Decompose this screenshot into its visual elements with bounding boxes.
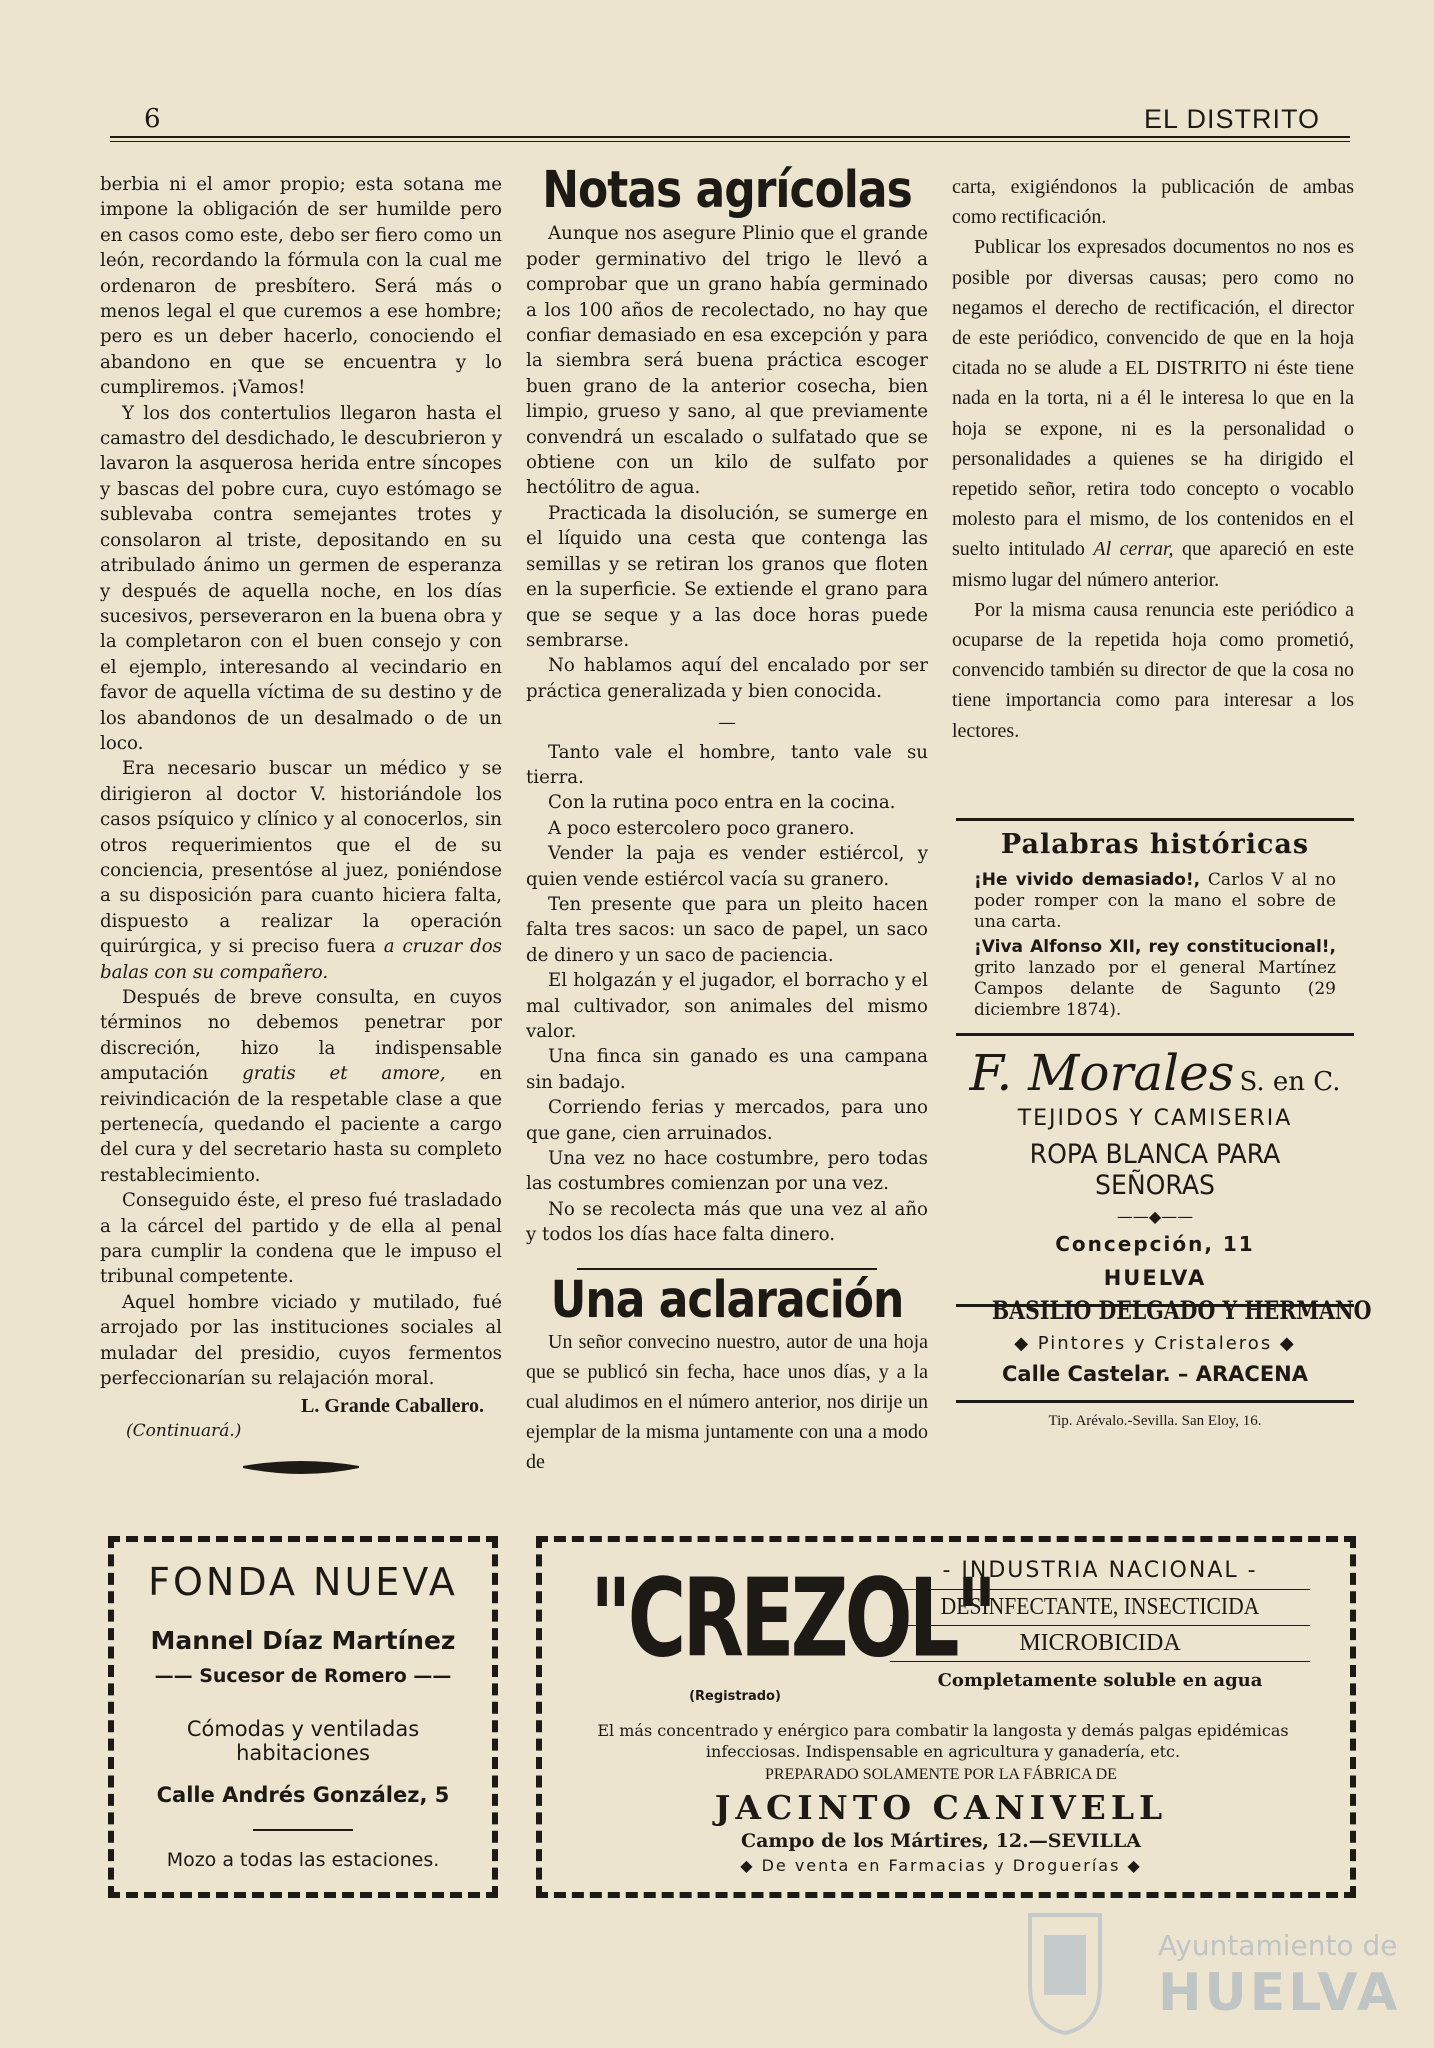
rule bbox=[956, 1400, 1354, 1403]
separator: — bbox=[718, 712, 736, 734]
crezol-desc: El más concentrado y enérgico para combatir la langosta y demás palgas epidémicas infecciosas. Indispensable en agricultura y ganadería, etc. bbox=[597, 1721, 1289, 1761]
crezol-address: Campo de los Mártires, 12.—SEVILLA bbox=[740, 1830, 1142, 1852]
crezol-soluble: Completamente soluble en agua bbox=[937, 1670, 1263, 1691]
continued-note: (Continuará.) bbox=[126, 1420, 242, 1441]
saying: No se recolecta más que una vez al año y todos los días hace falta dinero. bbox=[526, 1198, 928, 1246]
crezol-sale: ◆ De venta en Farmacias y Droguerías ◆ bbox=[740, 1856, 1142, 1875]
saying: Una finca sin ganado es una campana sin badajo. bbox=[526, 1046, 928, 1093]
paragraph: Y los dos contertulios llegaron hasta el camastro del desdichado, le descubrieron y lavaron la asquerosa herida entre síncopes y bascas del pobre cura, cuyo estómago se sublevaba contra semejantes trotes y consolaron al triste, depositando en su atribulado ánimo un germen de esperanza y después de aquella noche, en los días sucesivos, perseveraron en la buena obra y la completaron con el buen consejo y con el ejemplo, interesando al vecindario en favor de aquella víctima de su destino y de los abandonos de un desalmado o de un loco. bbox=[100, 402, 502, 754]
saying: Corriendo ferias y mercados, para uno que gane, cien arruinados. bbox=[526, 1097, 928, 1144]
newspaper-title: EL DISTRITO bbox=[1143, 104, 1320, 134]
heading-una-aclaracion: Una aclaración bbox=[550, 1270, 904, 1330]
saying: Ten presente que para un pleito hacen falta tres sacos: un saco de papel, un saco de dinero y un saco de paciencia. bbox=[526, 893, 928, 966]
divider bbox=[253, 1829, 353, 1831]
column-1 bbox=[100, 172, 502, 1480]
divider bbox=[577, 1268, 877, 1270]
watermark bbox=[1020, 1895, 1420, 2045]
saying: Una vez no hace costumbre, pero todas las costumbres comienzan por una vez. bbox=[526, 1148, 928, 1195]
header-rule bbox=[110, 136, 1350, 138]
author-signature: L. Grande Caballero. bbox=[301, 1394, 484, 1417]
ornament: ——◆—— bbox=[1116, 1207, 1194, 1226]
paragraph: Aunque nos asegure Plinio que el grande poder germinativo del trigo le llevó a comprobar que un grano había germinado a los 100 años de recolectado, no hay que confiar demasiado en esa excepción y para la siembra será buena práctica escoger buen grano de la anterior cosecha, bien limpio, grueso y sano, al que previamente convendrá un escalado o sulfatado que se obtiene con un kilo de sulfato por hectólitro de agua. bbox=[526, 223, 928, 499]
page-header bbox=[110, 104, 1350, 134]
palabras-title: Palabras históricas bbox=[1000, 829, 1310, 860]
paragraph: Un señor convecino nuestro, autor de una hoja que se publicó sin fecha, hace unos días, y a la cual aludimos en el número anterior, nos dirije un ejemplar de la misma juntamente con una a modo de bbox=[526, 1331, 928, 1474]
fonda-successor: —— Sucesor de Romero —— bbox=[154, 1665, 452, 1687]
paragraph: berbia ni el amor propio; esta sotana me impone la obligación de ser humilde pero en casos como este, debo ser fiero como un león, recordando la fórmula con la cual me ordenaron de presbítero. Será más o menos legal el que curemos a ese hombre; pero es un deber hacerlo, conociendo el abandono en que se encuentra y lo cumpliremos. ¡Vamos! bbox=[100, 174, 502, 399]
paragraph: Después de breve consulta, en cuyos términos no debemos penetrar por discreción, hizo la indispensable amputación gratis et amore, en reivindicación de la respetable clase a que pertenecía, quedando el paciente a cargo del cura y del secretario hasta su completo restablecimiento. bbox=[100, 987, 502, 1186]
heading-notas-agricolas: Notas agrícolas bbox=[542, 161, 912, 220]
basilio-trade: ◆ Pintores y Cristaleros ◆ bbox=[1014, 1333, 1296, 1354]
crezol-kind2: MICROBICIDA bbox=[1019, 1630, 1181, 1656]
ad-fonda bbox=[130, 1554, 476, 1871]
crezol-info bbox=[890, 1558, 1310, 1691]
crezol-prepared: PREPARADO SOLAMENTE POR LA FÁBRICA DE bbox=[765, 1766, 1117, 1783]
morales-line2: ROPA BLANCA PARA SEÑORAS bbox=[1029, 1139, 1281, 1201]
saying: Con la rutina poco entra en la cocina. bbox=[548, 792, 896, 814]
crest-icon bbox=[1020, 1895, 1110, 2035]
ad-morales bbox=[956, 1036, 1354, 1307]
crezol-registered: (Registrado) bbox=[689, 1689, 781, 1704]
basilio-name: BASILIO DELGADO Y HERMANO bbox=[991, 1296, 1372, 1325]
fonda-owner: Mannel Díaz Martínez bbox=[150, 1626, 456, 1655]
column-2 bbox=[526, 161, 928, 1477]
fonda-rooms: Cómodas y ventiladas habitaciones bbox=[186, 1717, 420, 1765]
fonda-service: Mozo a todas las estaciones. bbox=[166, 1849, 440, 1871]
morales-logo: F. Morales S. en C. bbox=[969, 1044, 1341, 1102]
fonda-title: FONDA NUEVA bbox=[148, 1560, 458, 1604]
column-3 bbox=[952, 172, 1354, 746]
saying: Tanto vale el hombre, tanto vale su tierra. bbox=[526, 741, 928, 788]
crezol-brand-block bbox=[590, 1554, 994, 1704]
imprint: Tip. Arévalo.-Sevilla. San Eloy, 16. bbox=[1048, 1413, 1262, 1429]
watermark-line1: Ayuntamiento de bbox=[1158, 1929, 1398, 1962]
swash-ornament bbox=[241, 1458, 361, 1480]
fonda-address: Calle Andrés González, 5 bbox=[156, 1783, 450, 1807]
basilio-address: Calle Castelar. – ARACENA bbox=[1002, 1362, 1308, 1386]
quote: ¡Viva Alfonso XII, rey constitucional!, grito lanzado por el general Martínez Campos delante de Sagunto (29 diciembre 1874). bbox=[974, 937, 1336, 1020]
crezol-maker: JACINTO CANIVELL bbox=[714, 1788, 1168, 1827]
palabras-historicas-box bbox=[956, 818, 1354, 1036]
morales-city: HUELVA bbox=[1103, 1266, 1207, 1290]
morales-address: Concepción, 11 bbox=[1055, 1232, 1255, 1256]
saying: El holgazán y el jugador, el borracho y el mal cultivador, son animales del mismo valor. bbox=[526, 970, 928, 1042]
paragraph: carta, exigiéndonos la publicación de ambas como rectificación. bbox=[952, 176, 1354, 229]
crezol-kind1: DESINFECTANTE, INSECTICIDA bbox=[940, 1594, 1260, 1620]
quote: ¡He vivido demasiado!, Carlos V al no poder romper con la mano el sobre de una carta. bbox=[974, 870, 1336, 932]
saying: A poco estercolero poco granero. bbox=[548, 817, 855, 839]
paragraph: Conseguido éste, el preso fué trasladado a la cárcel del partido y de ella al penal para cumplir la condena que le impuso el tribunal competente. bbox=[100, 1190, 502, 1288]
crezol-industry: - INDUSTRIA NACIONAL - bbox=[942, 1558, 1258, 1583]
rule bbox=[956, 818, 1354, 821]
paragraph: Por la misma causa renuncia este periódico a ocuparse de la repetida hoja como prometió, convencido también su director de que la cosa no tiene importancia como para interesar a los lectores. bbox=[952, 598, 1354, 742]
ad-crezol bbox=[560, 1554, 1322, 1874]
watermark-line2: HUELVA bbox=[1158, 1963, 1401, 2023]
morales-line1: TEJIDOS Y CAMISERIA bbox=[1017, 1106, 1293, 1131]
page-number: 6 bbox=[144, 104, 161, 134]
paragraph: Era necesario buscar un médico y se dirigieron al doctor V. historiándole los casos psíquico y clínico y al conocerlos, sin otros requerimientos que el de su conciencia, presentóse al juez, poniéndose a su disposición para cuanto hiciera falta, dispuesto a realizar la operación quirúrgica, y si preciso fuera a cruzar dos balas con su compañero. bbox=[100, 758, 502, 983]
header-rule-thin bbox=[110, 141, 1350, 142]
paragraph: Practicada la disolución, se sumerge en el líquido una cesta que contenga las semillas y se retiran los granos que floten en la superficie. Se extiende el grano para que se seque y a las doce horas puede sembrarse. bbox=[526, 502, 928, 651]
paragraph: Aquel hombre viciado y mutilado, fué arrojado por las instituciones sociales al muladar del presidio, cuyos fermentos perfeccionarían su relajación moral. bbox=[100, 1291, 502, 1390]
paragraph: Publicar los expresados documentos no nos es posible por diversas causas; pero como no negamos el derecho de rectificación, el director de este periódico, convencido de que en la hoja citada no se alude a EL DISTRITO ni éste tiene nada en la torta, ni a él le interesa lo que en la hoja se expone, ni es la personalidad o personalidades a quienes se ha dirigido el repetido señor, retira todo concepto o vocablo molesto para el mismo, de los contenidos en el suelto intitulado Al cerrar, que apareció en este mismo lugar del número anterior. bbox=[952, 236, 1355, 591]
saying: Vender la paja es vender estiércol, y quien vende estiércol vacía su granero. bbox=[526, 843, 928, 890]
ad-basilio bbox=[956, 1296, 1372, 1430]
paragraph: No hablamos aquí del encalado por ser práctica generalizada y bien conocida. bbox=[526, 655, 928, 702]
crezol-brand: "CREZOL" bbox=[590, 1555, 994, 1682]
